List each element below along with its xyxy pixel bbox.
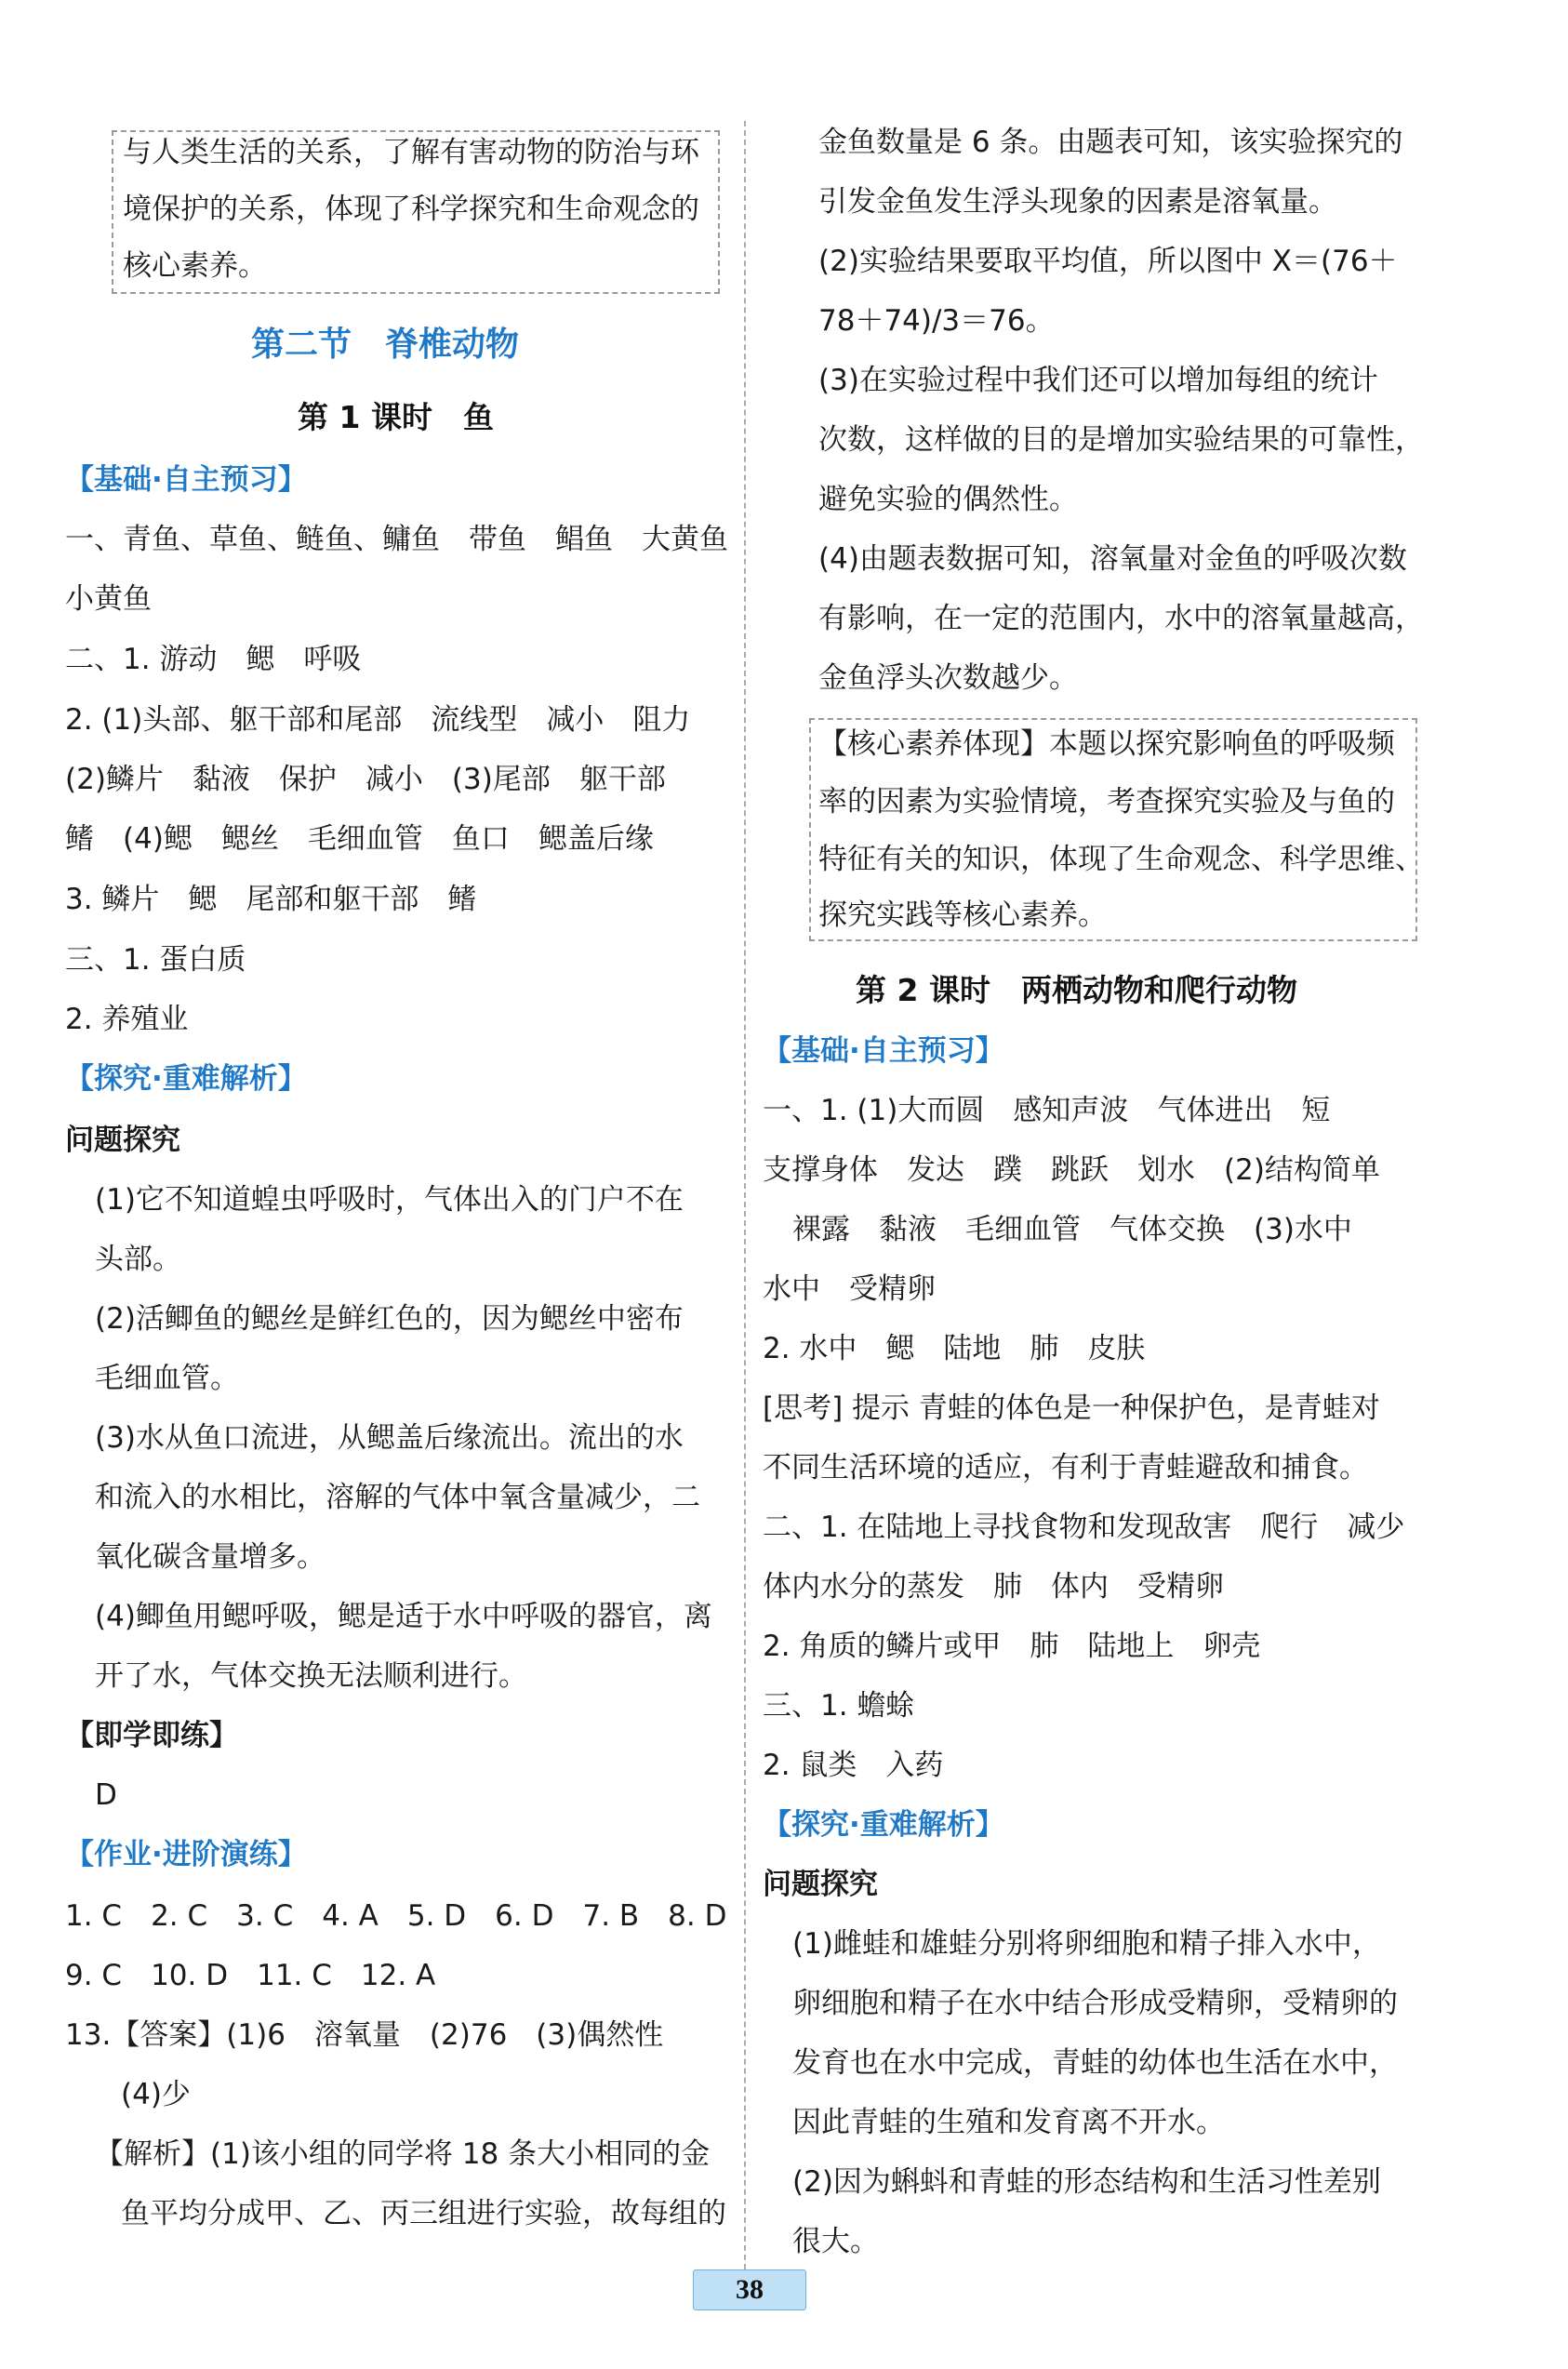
text-line: (1)它不知道蝗虫呼吸时，气体出入的门户不在	[95, 1183, 684, 1217]
text-line: 引发金鱼发生浮头现象的因素是溶氧量。	[818, 185, 1337, 219]
text-line: 鳍 (4)鳃 鳃丝 毛细血管 鱼口 鳃盖后缘	[65, 822, 654, 856]
text-line: (3)水从鱼口流进，从鳃盖后缘流出。流出的水	[95, 1421, 684, 1455]
answers-row: 9. C 10. D 11. C 12. A	[65, 1959, 436, 1992]
text-line: 三、1. 蛋白质	[65, 943, 246, 977]
text-line: 体内水分的蒸发 肺 体内 受精卵	[763, 1570, 1224, 1604]
answers-row: 1. C 2. C 3. C 4. A 5. D 6. D 7. B 8. D	[65, 1899, 727, 1933]
text-line: (1)雌蛙和雄蛙分别将卵细胞和精子排入水中，	[792, 1927, 1381, 1961]
text-line: 支撑身体 发达 蹼 跳跃 划水 (2)结构简单	[763, 1153, 1380, 1187]
text-line: 金鱼浮头次数越少。	[818, 661, 1078, 695]
text-line: (2)鳞片 黏液 保护 减小 (3)尾部 躯干部	[65, 763, 666, 796]
text-line: 和流入的水相比，溶解的气体中氧含量减少，二	[95, 1481, 700, 1514]
text-line: 毛细血管。	[95, 1362, 239, 1395]
text-line: 有影响，在一定的范围内，水中的溶氧量越高，	[818, 602, 1424, 635]
q13-answer-cont: (4)少	[121, 2078, 191, 2111]
analysis-line: 【解析】(1)该小组的同学将 18 条大小相同的金	[95, 2137, 711, 2171]
text-line: 水中 受精卵	[763, 1272, 936, 1306]
text-line: 二、1. 游动 鳃 呼吸	[65, 643, 362, 676]
text-line: 一、青鱼、草鱼、鲢鱼、鳙鱼 带鱼 鲳鱼 大黄鱼	[65, 523, 728, 556]
text-line: 2. 角质的鳞片或甲 肺 陆地上 卵壳	[763, 1630, 1261, 1663]
text-line: 【核心素养体现】本题以探究影响鱼的呼吸频	[818, 727, 1395, 761]
text-line: 3. 鳞片 鳃 尾部和躯干部 鳍	[65, 883, 477, 916]
text-line: (2)因为蝌蚪和青蛙的形态结构和生活习性差别	[792, 2165, 1381, 2199]
text-line: 探究实践等核心素养。	[818, 898, 1107, 932]
question-label: 问题探究	[763, 1868, 878, 1901]
heading-homework: 【作业·进阶演练】	[65, 1838, 307, 1871]
text-line: 次数，这样做的目的是增加实验结果的可靠性，	[818, 423, 1424, 457]
text-line: 卵细胞和精子在水中结合形成受精卵，受精卵的	[792, 1987, 1398, 2020]
analysis-line: 鱼平均分成甲、乙、丙三组进行实验，故每组的	[121, 2197, 726, 2230]
text-line: 特征有关的知识，体现了生命观念、科学思维、	[818, 843, 1424, 876]
text-line: 二、1. 在陆地上寻找食物和发现敌害 爬行 减少	[763, 1511, 1405, 1544]
text-line: 发育也在水中完成，青蛙的幼体也生活在水中，	[792, 2046, 1398, 2080]
text-line: 2. 鼠类 入药	[763, 1749, 944, 1782]
text-line: 头部。	[95, 1243, 181, 1276]
practice-label: 【即学即练】	[65, 1719, 238, 1752]
heading-basic-preview: 【基础·自主预习】	[763, 1034, 1004, 1068]
text-line: 因此青蛙的生殖和发育离不开水。	[792, 2106, 1225, 2139]
text-line: 避免实验的偶然性。	[818, 483, 1078, 516]
lesson-title: 第 1 课时 鱼	[298, 399, 494, 435]
text-line: 与人类生活的关系，了解有害动物的防治与环	[123, 136, 699, 169]
text-line: 2. 养殖业	[65, 1003, 189, 1036]
text-line: 金鱼数量是 6 条。由题表可知，该实验探究的	[818, 126, 1403, 159]
text-line: 境保护的关系，体现了科学探究和生命观念的	[123, 193, 699, 226]
lesson-title: 第 2 课时 两栖动物和爬行动物	[856, 972, 1297, 1008]
q13-answer: 13.【答案】(1)6 溶氧量 (2)76 (3)偶然性	[65, 2018, 664, 2052]
text-line: 2. 水中 鳃 陆地 肺 皮肤	[763, 1332, 1146, 1365]
text-line: 2. (1)头部、躯干部和尾部 流线型 减小 阻力	[65, 703, 691, 737]
heading-explore: 【探究·重难解析】	[65, 1062, 307, 1096]
practice-answer: D	[95, 1778, 117, 1812]
text-line: (4)鲫鱼用鳃呼吸，鳃是适于水中呼吸的器官，离	[95, 1600, 712, 1633]
heading-explore: 【探究·重难解析】	[763, 1808, 1004, 1842]
text-line: 裸露 黏液 毛细血管 气体交换 (3)水中	[792, 1213, 1352, 1246]
column-divider	[744, 121, 746, 2297]
text-line: 开了水，气体交换无法顺利进行。	[95, 1659, 527, 1693]
page-number: 38	[693, 2269, 806, 2310]
text-line: 氧化碳含量增多。	[95, 1540, 326, 1574]
section-title: 第二节 脊椎动物	[251, 325, 520, 364]
text-line: (4)由题表数据可知，溶氧量对金鱼的呼吸次数	[818, 542, 1407, 576]
text-line: 率的因素为实验情境，考查探究实验及与鱼的	[818, 785, 1395, 819]
text-line: (2)活鲫鱼的鳃丝是鲜红色的，因为鳃丝中密布	[95, 1302, 684, 1336]
heading-basic-preview: 【基础·自主预习】	[65, 463, 307, 497]
text-line: (2)实验结果要取平均值，所以图中 X＝(76＋	[818, 245, 1398, 278]
text-line: 小黄鱼	[65, 582, 152, 616]
text-line: [思考] 提示 青蛙的体色是一种保护色，是青蛙对	[763, 1391, 1380, 1425]
text-line: 核心素养。	[123, 249, 267, 283]
text-line: 不同生活环境的适应，有利于青蛙避敌和捕食。	[763, 1451, 1368, 1484]
text-line: (3)在实验过程中我们还可以增加每组的统计	[818, 364, 1378, 397]
text-line: 三、1. 蟾蜍	[763, 1689, 915, 1723]
text-line: 很大。	[792, 2225, 879, 2258]
text-line: 一、1. (1)大而圆 感知声波 气体进出 短	[763, 1094, 1331, 1127]
question-label: 问题探究	[65, 1124, 180, 1157]
text-line: 78＋74)/3＝76。	[818, 304, 1055, 338]
